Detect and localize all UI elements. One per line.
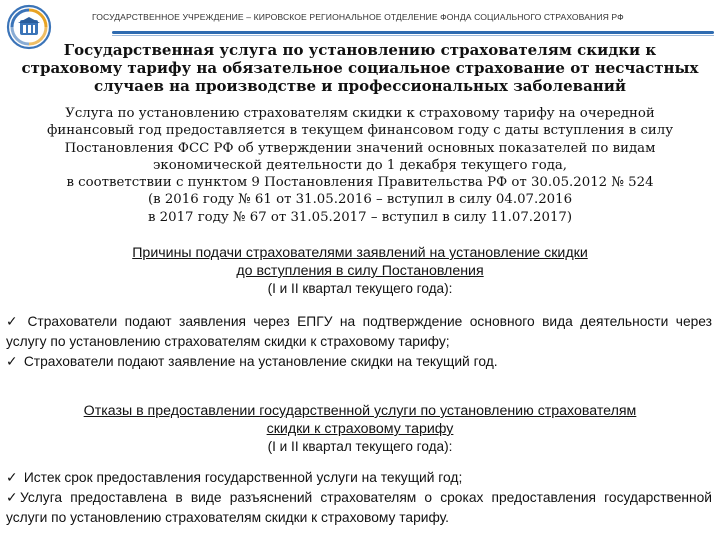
organization-header: ГОСУДАРСТВЕННОЕ УЧРЕЖДЕНИЕ – КИРОВСКОЕ РЕГИОНАЛЬНОЕ ОТДЕЛЕНИЕ ФОНДА СОЦИАЛЬНОГО СТРАХОВАНИЯ РФ: [92, 12, 624, 22]
reasons-heading-line: Причины подачи страхователями заявлений на установление скидки: [132, 245, 588, 261]
header-divider-thin: [112, 35, 714, 36]
intro-line: Постановления ФСС РФ об утверждении значений основных показателей по видам: [64, 140, 656, 156]
intro-line: финансовый год предоставляется в текущем финансовом году с даты вступления в силу: [46, 123, 674, 139]
intro-line: в соответствии с пунктом 9 Постановления Правительства РФ от 30.05.2012 № 524: [66, 175, 654, 191]
reasons-item-text: Страхователи подают заявление на установление скидки на текущий год.: [23, 354, 498, 369]
reasons-heading-line: до вступления в силу Постановления: [236, 263, 484, 279]
reasons-quarter-note: (I и II квартал текущего года):: [267, 281, 453, 296]
title-line: страховому тарифу на обязательное социальное страхование от несчастных: [21, 59, 699, 77]
refusals-heading-line: Отказы в предоставлении государственной услуги по установлению страхователям: [83, 403, 637, 419]
refusals-item-text: Истек срок предоставления государственной услуги на текущий год;: [23, 470, 463, 485]
checkmark-icon: ✓: [6, 314, 18, 330]
intro-line: (в 2016 году № 61 от 31.05.2016 – вступил в силу 04.07.2016: [147, 192, 573, 208]
title-line: Государственная услуга по установлению страхователям скидки к: [63, 41, 657, 59]
intro-line: экономической деятельности до 1 декабря текущего года,: [152, 157, 568, 173]
reasons-item-text: Страхователи подают заявления через ЕПГУ на подтверждение основного вида деятельности через услугу по установлению страхователям скидки к страховому тарифу;: [6, 314, 712, 349]
reasons-section-heading: [10, 244, 710, 298]
refusals-item-text: Услуга предоставлена в виде разъяснений страхователям о сроках предоставления государственной услуги по установлению страхователям скидки к страховому тарифу.: [6, 490, 712, 525]
refusals-heading-line: скидки к страховому тарифу: [266, 421, 454, 437]
refusals-list: [6, 468, 712, 528]
checkmark-icon: ✓: [6, 470, 18, 486]
intro-line: в 2017 году № 67 от 31.05.2017 – вступил в силу 11.07.2017): [147, 209, 573, 225]
reasons-list: [6, 312, 712, 372]
list-item: [6, 468, 712, 488]
checkmark-icon: ✓: [6, 354, 18, 370]
title-line: случаев на производстве и профессиональных заболеваний: [93, 77, 627, 95]
list-item: [6, 488, 712, 528]
list-item: [6, 312, 712, 352]
header-divider: [112, 31, 714, 34]
list-item: [6, 352, 712, 372]
intro-line: Услуга по установлению страхователям скидки к страховому тарифу на очередной: [65, 106, 655, 121]
refusals-quarter-note: (I и II квартал текущего года):: [267, 439, 453, 454]
refusals-section-heading: [10, 402, 710, 456]
page-title: [10, 41, 710, 95]
checkmark-icon: ✓: [6, 490, 18, 506]
intro-paragraph: [10, 105, 710, 226]
